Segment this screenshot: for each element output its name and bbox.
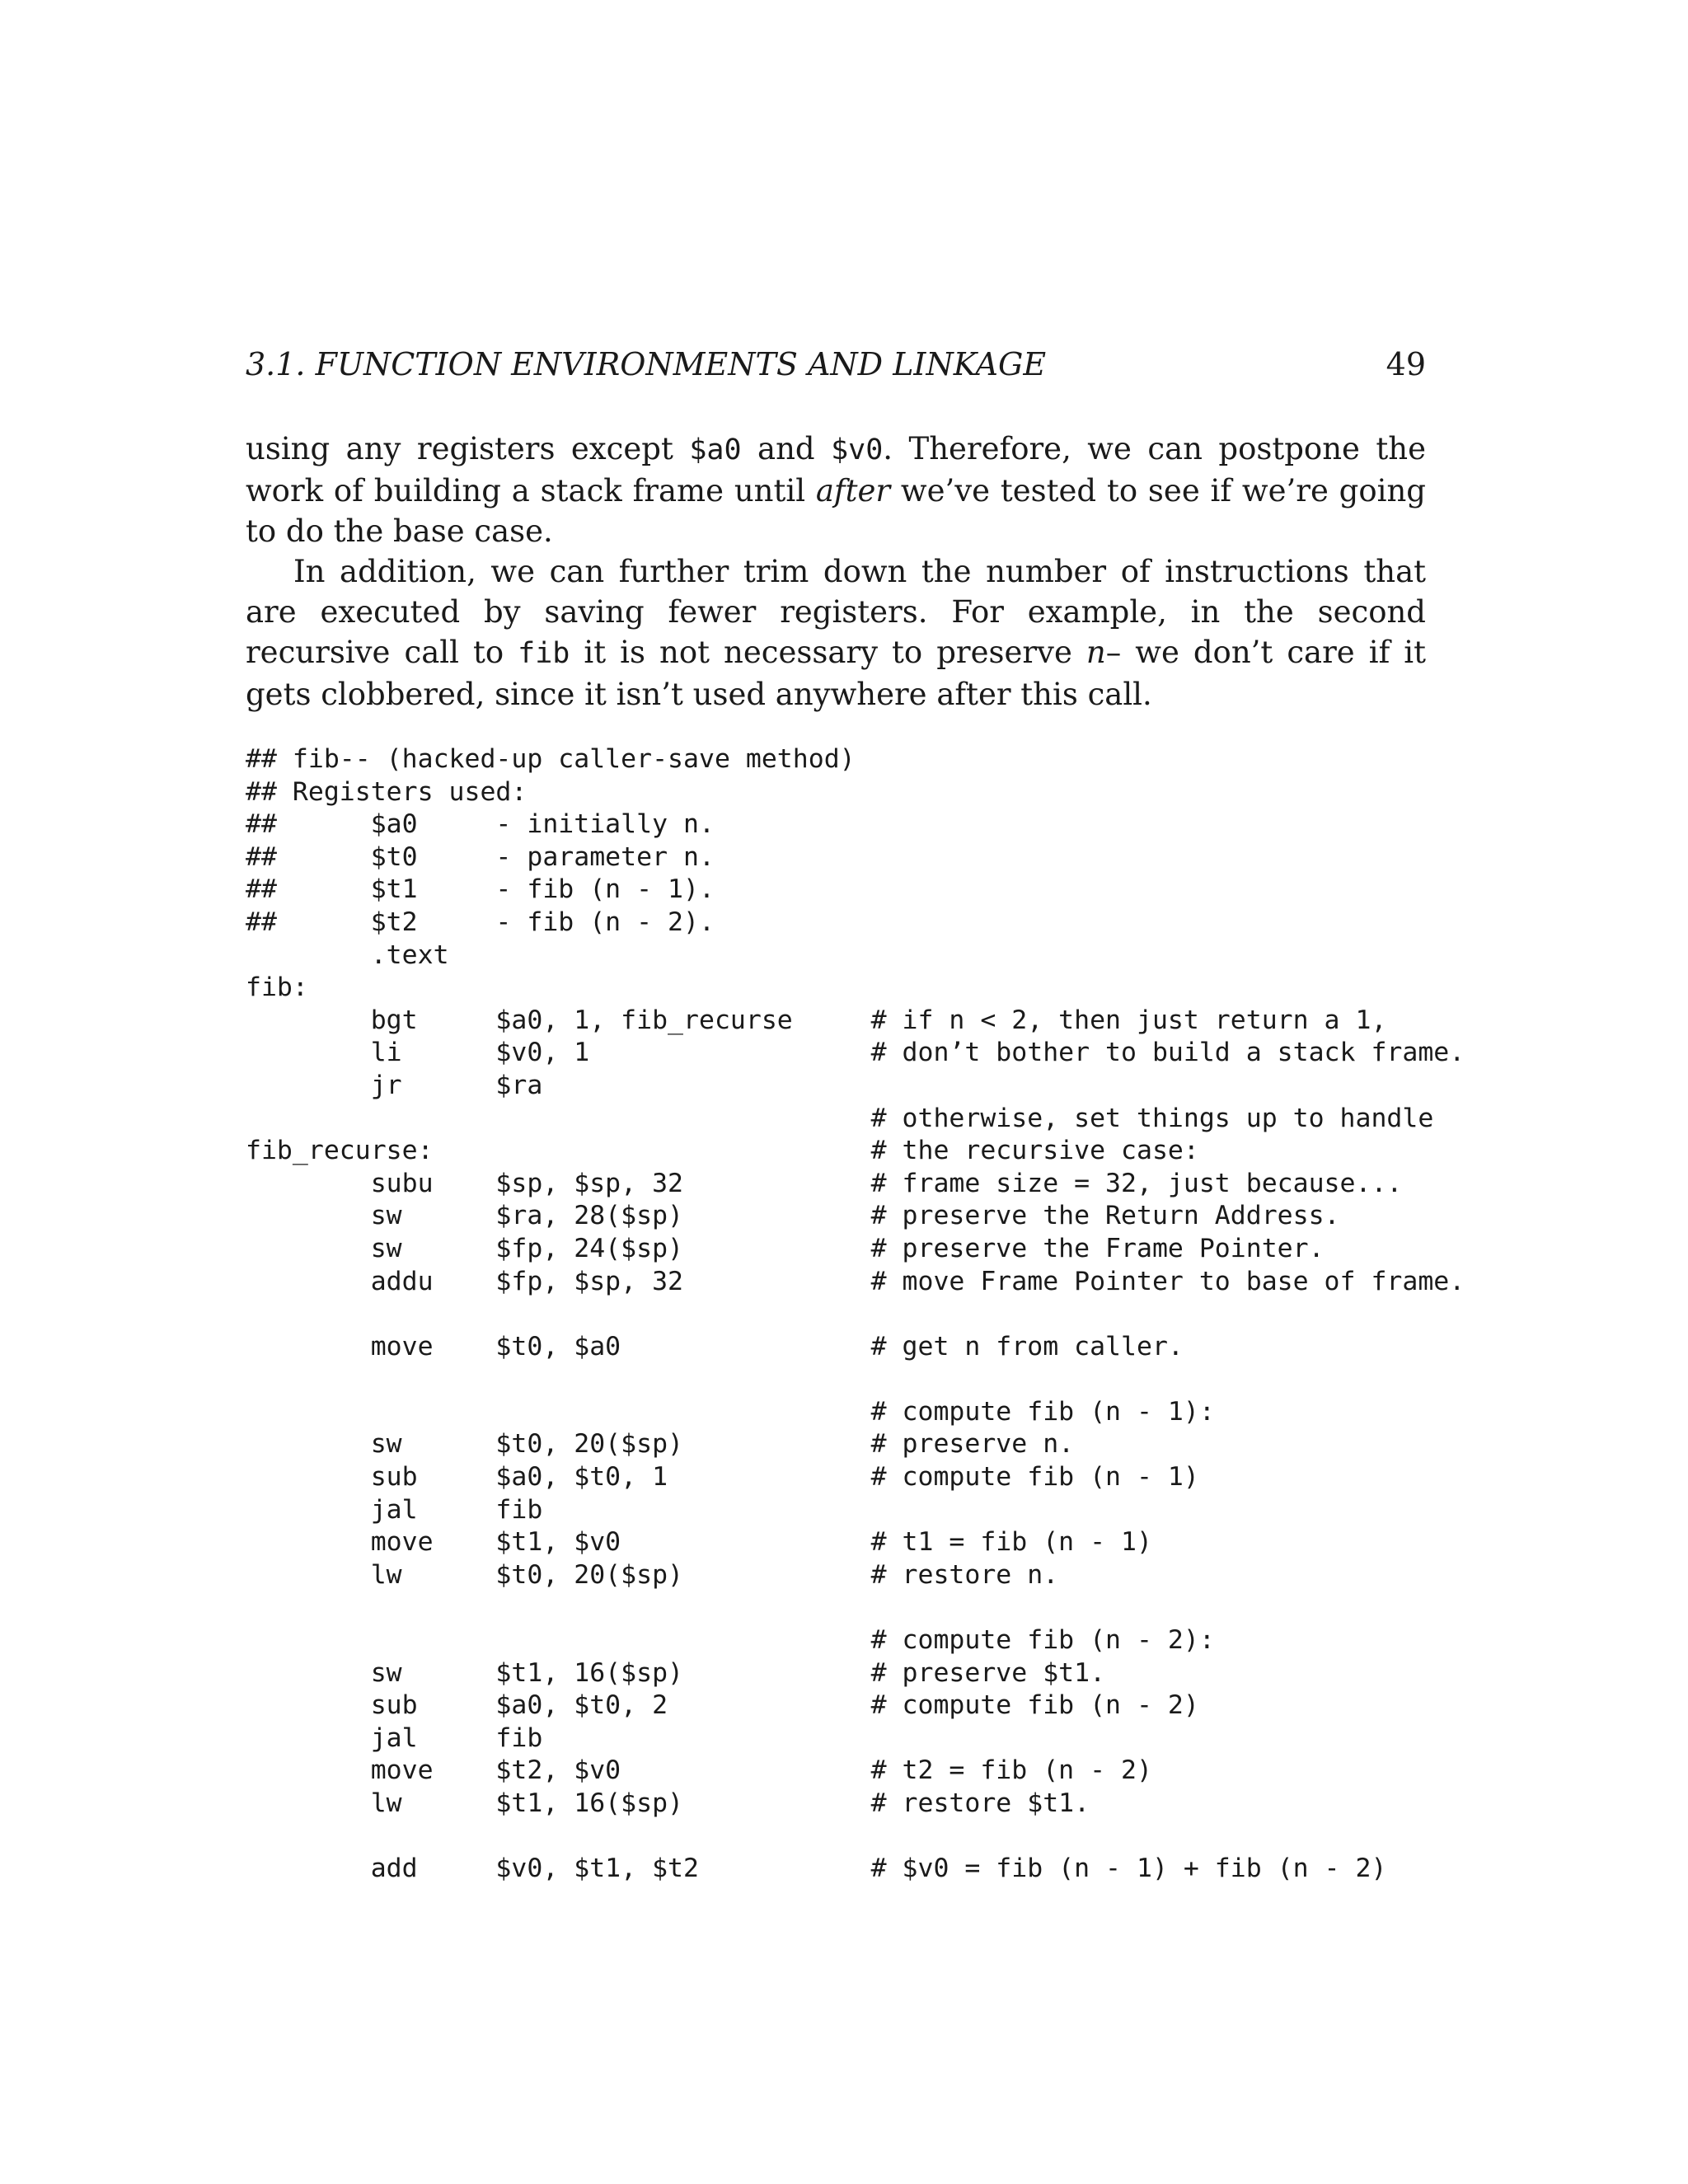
code-line: lw $t1, 16($sp) # restore $t1.	[246, 1788, 1090, 1818]
code-line: .text	[246, 940, 449, 970]
code-line: subu $sp, $sp, 32 # frame size = 32, just because...	[246, 1168, 1403, 1198]
code-line	[246, 1298, 1426, 1331]
code-line: ## $t0 - parameter n.	[246, 841, 715, 872]
text-run: – we don’t care if it gets clobbered, since it isn’t used anywhere after this call.	[246, 635, 1426, 712]
code-line: sw $ra, 28($sp) # preserve the Return Address.	[246, 1201, 1340, 1231]
code-line: sw $t1, 16($sp) # preserve $t1.	[246, 1657, 1106, 1688]
code-line: li $v0, 1 # don’t bother to build a stack frame.	[246, 1038, 1465, 1068]
code-line: ## Registers used:	[246, 776, 528, 807]
code-line: move $t2, $v0 # t2 = fib (n - 2)	[246, 1755, 1152, 1786]
text-run: it is not necessary to preserve	[570, 635, 1086, 670]
running-head: 3.1. FUNCTION ENVIRONMENTS AND LINKAGE	[246, 346, 1047, 382]
code-line: move $t0, $a0 # get n from caller.	[246, 1331, 1184, 1361]
emphasis: after	[815, 473, 891, 509]
code-line: # otherwise, set things up to handle	[246, 1103, 1434, 1133]
inline-code: $a0	[689, 434, 742, 466]
code-line: fib_recurse: # the recursive case:	[246, 1136, 1199, 1166]
code-line	[246, 1821, 1426, 1854]
text-run: we’ve tested to see if we’re going to do the base case.	[246, 473, 1426, 549]
code-line: sub $a0, $t0, 1 # compute fib (n - 1)	[246, 1462, 1199, 1493]
emphasis: n	[1085, 635, 1106, 670]
text-run: In addition, we can further trim down the number of instructions that are executed by saving fewer registers. For example, in the second recursive call to	[246, 554, 1426, 670]
code-line	[246, 1591, 1426, 1624]
code-line: bgt $a0, 1, fib_recurse # if n < 2, then just return a 1,	[246, 1005, 1387, 1035]
code-line: # compute fib (n - 1):	[246, 1396, 1215, 1427]
paragraph	[246, 429, 1426, 551]
text-run: . Therefore, we can postpone the work of building a stack frame until	[246, 431, 1427, 509]
code-line: sw $t0, 20($sp) # preserve n.	[246, 1429, 1075, 1460]
text-run: and	[741, 431, 832, 466]
code-line: lw $t0, 20($sp) # restore n.	[246, 1559, 1059, 1590]
code-line: move $t1, $v0 # t1 = fib (n - 1)	[246, 1527, 1152, 1558]
code-line: fib:	[246, 972, 308, 1003]
code-line: ## $t1 - fib (n - 1).	[246, 874, 715, 905]
code-line: # compute fib (n - 2):	[246, 1625, 1215, 1656]
page-number: 49	[1386, 346, 1426, 382]
page-header	[246, 340, 1426, 389]
code-line: jr $ra	[246, 1070, 543, 1100]
code-line: ## $t2 - fib (n - 2).	[246, 907, 715, 937]
code-line: ## fib-- (hacked-up caller-save method)	[246, 744, 856, 774]
code-line: sub $a0, $t0, 2 # compute fib (n - 2)	[246, 1690, 1199, 1721]
text-run: using any registers except	[246, 431, 690, 466]
body-text	[246, 429, 1426, 715]
inline-code: fib	[518, 637, 570, 670]
inline-code: $v0	[831, 434, 884, 466]
code-line: sw $fp, 24($sp) # preserve the Frame Pointer.	[246, 1233, 1325, 1263]
code-line	[246, 1363, 1426, 1396]
code-line: ## $a0 - initially n.	[246, 809, 715, 840]
code-line: add $v0, $t1, $t2 # $v0 = fib (n - 1) + fib (n - 2)	[246, 1854, 1387, 1884]
paragraph	[246, 551, 1426, 715]
code-line: addu $fp, $sp, 32 # move Frame Pointer to base of frame.	[246, 1266, 1465, 1296]
code-line: jal fib	[246, 1494, 543, 1525]
code-line: jal fib	[246, 1722, 543, 1753]
code-listing	[246, 743, 1465, 1886]
